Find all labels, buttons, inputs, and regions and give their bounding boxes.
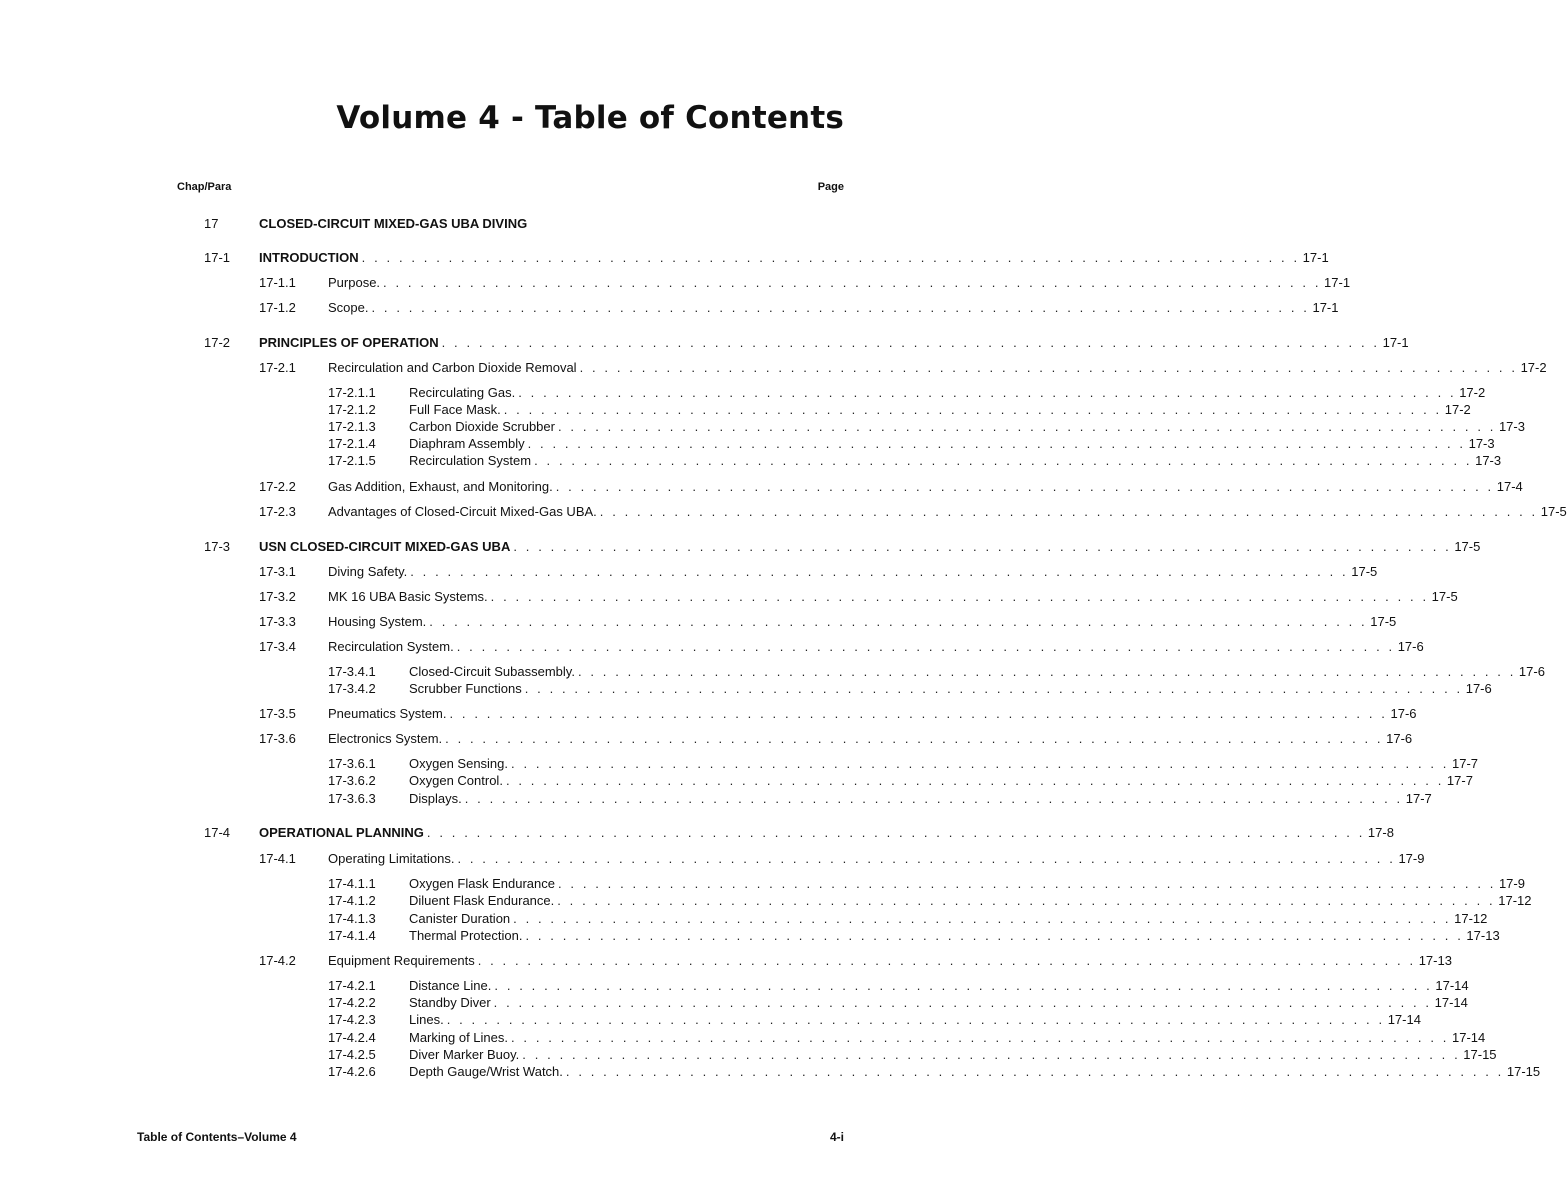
toc-entry-page: 17-1 — [1324, 275, 1351, 290]
toc-entry-subsubsection[interactable]: 17-4.2.6 Depth Gauge/Wrist Watch. . . . . . . . . . . . . . . . . . . . . . . . . . . . . . . . . . . . . . . . . . . . . . . . . . . . . . . . . . . . . . . . . . . . . . . . . . . . . 17-15 — [328, 1064, 1541, 1079]
toc-entry-number: 17-4.2.6 — [328, 1064, 376, 1079]
toc-entry-page: 17-12 — [1498, 893, 1532, 908]
toc-entry-page: 17-5 — [1454, 539, 1481, 554]
toc-entry-page: 17-2 — [1520, 360, 1547, 375]
toc-entry-page: 17-7 — [1405, 791, 1432, 806]
toc-entry-subsection[interactable]: 17-2.3 Advantages of Closed-Circuit Mixed-Gas UBA. . . . . . . . . . . . . . . . . . . . . . . . . . . . . . . . . . . . . . . . . . . . . . . . . . . . . . . . . . . . . . . . . . . . . . . . . . . . . 17-5 — [259, 504, 1567, 519]
toc-entry-number: 17-4.1.1 — [328, 876, 376, 891]
toc-entry-number: 17-2.1.5 — [328, 453, 376, 468]
toc-entry-number: 17-2.1.4 — [328, 436, 376, 451]
toc-entry-page: 17-1 — [1312, 300, 1339, 315]
toc-entry-title: Diving Safety. — [328, 564, 408, 579]
toc-entry-number: 17-4.2.2 — [328, 995, 376, 1010]
toc-entry-number: 17-4.2.3 — [328, 1012, 376, 1027]
toc-entry-page: 17-3 — [1498, 419, 1525, 434]
toc-entry-subsection[interactable]: 17-4.1 Operating Limitations. . . . . . . . . . . . . . . . . . . . . . . . . . . . . . . . . . . . . . . . . . . . . . . . . . . . . . . . . . . . . . . . . . . . . . . . . . . . . 17-9 — [259, 851, 1425, 866]
toc-entry-subsection[interactable]: 17-3.2 MK 16 UBA Basic Systems. . . . . . . . . . . . . . . . . . . . . . . . . . . . . . . . . . . . . . . . . . . . . . . . . . . . . . . . . . . . . . . . . . . . . . . . . . . . . 17-5 — [259, 589, 1458, 604]
toc-entry-page: 17-5 — [1351, 564, 1378, 579]
toc-entry-subsubsection[interactable]: 17-4.2.2 Standby Diver . . . . . . . . . . . . . . . . . . . . . . . . . . . . . . . . . . . . . . . . . . . . . . . . . . . . . . . . . . . . . . . . . . . . . . . . . . . . 17-14 — [328, 995, 1468, 1010]
toc-entry-number: 17-4.2 — [259, 953, 296, 968]
toc-entry-title: Recirculating Gas. — [409, 385, 516, 400]
toc-entry-title: Canister Duration — [409, 911, 511, 926]
toc-entry-title: Diver Marker Buoy. — [409, 1047, 520, 1062]
toc-entry-subsubsection[interactable]: 17-4.2.1 Distance Line. . . . . . . . . . . . . . . . . . . . . . . . . . . . . . . . . . . . . . . . . . . . . . . . . . . . . . . . . . . . . . . . . . . . . . . . . . . . . 17-14 — [328, 978, 1469, 993]
toc-entry-number: 17-2 — [204, 335, 231, 350]
toc-entry-number: 17-3.6.3 — [328, 791, 376, 806]
toc-entry-number: 17-3.4.1 — [328, 664, 376, 679]
toc-entry-chapter[interactable] — [0, 215, 926, 232]
toc-entry-title: PRINCIPLES OF OPERATION — [259, 335, 439, 350]
toc-entry-subsection[interactable]: 17-1.1 Purpose. . . . . . . . . . . . . . . . . . . . . . . . . . . . . . . . . . . . . . . . . . . . . . . . . . . . . . . . . . . . . . . . . . . . . . . . . . . . . 17-1 — [259, 275, 1351, 290]
toc-entry-title: Operating Limitations. — [328, 851, 455, 866]
toc-entry-number: 17-2.1.1 — [328, 385, 376, 400]
toc-entry-page: 17-6 — [1390, 706, 1417, 721]
toc-entry-page: 17-14 — [1434, 995, 1468, 1010]
toc-entry-page: 17-15 — [1506, 1064, 1541, 1079]
toc-entry-title: Advantages of Closed-Circuit Mixed-Gas UBA. — [328, 504, 597, 519]
toc-entry-number: 17-3.3 — [259, 614, 296, 629]
toc-entry-page: 17-6 — [1518, 664, 1545, 679]
toc-entry-page: 17-5 — [1370, 614, 1397, 629]
toc-entry-subsection[interactable]: 17-1.2 Scope. . . . . . . . . . . . . . . . . . . . . . . . . . . . . . . . . . . . . . . . . . . . . . . . . . . . . . . . . . . . . . . . . . . . . . . . . . . . . 17-1 — [259, 300, 1339, 315]
toc-entry-number: 17-3.6.1 — [328, 756, 376, 771]
toc-entry-subsubsection[interactable]: 17-2.1.2 Full Face Mask. . . . . . . . . . . . . . . . . . . . . . . . . . . . . . . . . . . . . . . . . . . . . . . . . . . . . . . . . . . . . . . . . . . . . . . . . . . . . 17-2 — [328, 402, 1471, 417]
toc-entry-title: Thermal Protection. — [409, 928, 523, 943]
toc-entry-title: Lines. — [409, 1012, 444, 1027]
toc-entry-page: 17-13 — [1418, 953, 1452, 968]
toc-entry-subsubsection[interactable]: 17-4.2.4 Marking of Lines. . . . . . . . . . . . . . . . . . . . . . . . . . . . . . . . . . . . . . . . . . . . . . . . . . . . . . . . . . . . . . . . . . . . . . . . . . . . . 17-14 — [328, 1030, 1486, 1045]
toc-entry-title: CLOSED-CIRCUIT MIXED-GAS UBA DIVING — [259, 216, 528, 231]
toc-entry-subsubsection[interactable]: 17-3.4.2 Scrubber Functions . . . . . . . . . . . . . . . . . . . . . . . . . . . . . . . . . . . . . . . . . . . . . . . . . . . . . . . . . . . . . . . . . . . . . . . . . . . . 17-6 — [328, 681, 1492, 696]
toc-entry-number: 17-3.2 — [259, 589, 296, 604]
toc-entry-number: 17-2.1.2 — [328, 402, 376, 417]
toc-entry-title: Carbon Dioxide Scrubber — [409, 419, 555, 434]
toc-entry-title: Full Face Mask. — [409, 402, 501, 417]
toc-entry-title: Equipment Requirements — [328, 953, 475, 968]
toc-entry-page: 17-7 — [1446, 773, 1473, 788]
toc-entry-number: 17-3.4.2 — [328, 681, 376, 696]
toc-entry-title: Scrubber Functions — [409, 681, 522, 696]
toc-entry-number: 17-3.4 — [259, 639, 296, 654]
footer-page-number: 4-i — [829, 1130, 844, 1144]
toc-entry-title: Electronics System. — [328, 731, 443, 746]
toc-entry-subsubsection[interactable]: 17-2.1.3 Carbon Dioxide Scrubber . . . . . . . . . . . . . . . . . . . . . . . . . . . . . . . . . . . . . . . . . . . . . . . . . . . . . . . . . . . . . . . . . . . . . . . . . . . . 17-3 — [328, 419, 1525, 434]
toc-entry-title: Oxygen Flask Endurance — [409, 876, 555, 891]
toc-entry-page: 17-14 — [1387, 1012, 1421, 1027]
toc-entry-subsection[interactable]: 17-3.3 Housing System. . . . . . . . . . . . . . . . . . . . . . . . . . . . . . . . . . . . . . . . . . . . . . . . . . . . . . . . . . . . . . . . . . . . . . . . . . . . . 17-5 — [259, 614, 1397, 629]
toc-entry-number: 17-4.1 — [259, 851, 296, 866]
toc-entry-page: 17-9 — [1498, 876, 1525, 891]
toc-entry-number: 17-2.1 — [259, 360, 296, 375]
toc-entry-title: Gas Addition, Exhaust, and Monitoring. — [328, 479, 553, 494]
toc-entry-section[interactable]: 17-2 PRINCIPLES OF OPERATION . . . . . . . . . . . . . . . . . . . . . . . . . . . . . . . . . . . . . . . . . . . . . . . . . . . . . . . . . . . . . . . . . . . . . . . . . . . . 17-1 — [204, 335, 1409, 350]
toc-entry-number: 17-4 — [204, 825, 231, 840]
toc-entry-number: 17-3.6 — [259, 731, 296, 746]
toc-entry-title: Oxygen Sensing. — [409, 756, 509, 771]
toc-entry-page: 17-3 — [1475, 453, 1502, 468]
toc-entry-number: 17-1.1 — [259, 275, 296, 290]
toc-entry-page: 17-13 — [1466, 928, 1500, 943]
toc-entry-subsection[interactable]: 17-3.1 Diving Safety. . . . . . . . . . . . . . . . . . . . . . . . . . . . . . . . . . . . . . . . . . . . . . . . . . . . . . . . . . . . . . . . . . . . . . . . . . . . . 17-5 — [259, 564, 1378, 579]
toc-entry-number: 17-4.2.1 — [328, 978, 376, 993]
toc-entry-subsubsection[interactable]: 17-3.6.1 Oxygen Sensing. . . . . . . . . . . . . . . . . . . . . . . . . . . . . . . . . . . . . . . . . . . . . . . . . . . . . . . . . . . . . . . . . . . . . . . . . . . . . 17-7 — [328, 756, 1479, 771]
toc-entry-subsubsection[interactable]: 17-2.1.4 Diaphram Assembly . . . . . . . . . . . . . . . . . . . . . . . . . . . . . . . . . . . . . . . . . . . . . . . . . . . . . . . . . . . . . . . . . . . . . . . . . . . . 17-3 — [328, 436, 1495, 451]
toc-entry-title: OPERATIONAL PLANNING — [259, 825, 424, 840]
toc-entry-page: 17-4 — [1496, 479, 1523, 494]
toc-entry-subsubsection[interactable]: 17-3.6.3 Displays. . . . . . . . . . . . . . . . . . . . . . . . . . . . . . . . . . . . . . . . . . . . . . . . . . . . . . . . . . . . . . . . . . . . . . . . . . . . . 17-7 — [328, 791, 1432, 806]
toc-entry-page: 17-15 — [1463, 1047, 1497, 1062]
toc-entry-title: USN CLOSED-CIRCUIT MIXED-GAS UBA — [259, 539, 511, 554]
toc-entry-title: Closed-Circuit Subassembly. — [409, 664, 575, 679]
toc-entry-number: 17-4.1.3 — [328, 911, 376, 926]
toc-entry-number: 17-3.1 — [259, 564, 296, 579]
toc-entry-page: 17-7 — [1452, 756, 1479, 771]
toc-entry-page: 17-12 — [1454, 911, 1488, 926]
toc-entry-page: 17-5 — [1540, 504, 1567, 519]
toc-entry-title: Standby Diver — [409, 995, 491, 1010]
toc-entry-title: Pneumatics System. — [328, 706, 447, 721]
toc-entry-page: 17-14 — [1435, 978, 1469, 993]
toc-entry-page: 17-6 — [1397, 639, 1424, 654]
toc-entry-number: 17-4.2.4 — [328, 1030, 376, 1045]
toc-entry-subsubsection[interactable]: 17-3.6.2 Oxygen Control. . . . . . . . . . . . . . . . . . . . . . . . . . . . . . . . . . . . . . . . . . . . . . . . . . . . . . . . . . . . . . . . . . . . . . . . . . . . . 17-7 — [328, 773, 1473, 788]
toc-entry-subsection[interactable]: 17-2.1 Recirculation and Carbon Dioxide Removal . . . . . . . . . . . . . . . . . . . . . . . . . . . . . . . . . . . . . . . . . . . . . . . . . . . . . . . . . . . . . . . . . . . . . . . . . . . . 17-2 — [259, 360, 1547, 375]
toc-entry-page: 17-1 — [1302, 250, 1329, 265]
toc-entry-number: 17-3.6.2 — [328, 773, 376, 788]
column-header-page: Page — [817, 181, 844, 193]
toc-entry-subsubsection[interactable]: 17-4.2.5 Diver Marker Buoy. . . . . . . . . . . . . . . . . . . . . . . . . . . . . . . . . . . . . . . . . . . . . . . . . . . . . . . . . . . . . . . . . . . . . . . . . . . . . 17-15 — [328, 1047, 1497, 1062]
toc-entry-title: Housing System. — [328, 614, 427, 629]
toc-entry-page: 17-14 — [1451, 1030, 1486, 1045]
toc-entry-section[interactable]: 17-4 OPERATIONAL PLANNING . . . . . . . . . . . . . . . . . . . . . . . . . . . . . . . . . . . . . . . . . . . . . . . . . . . . . . . . . . . . . . . . . . . . . . . . . . . . 17-8 — [204, 825, 1394, 840]
toc-entry-title: Oxygen Control. — [409, 773, 503, 788]
toc-entry-subsubsection[interactable]: 17-4.1.1 Oxygen Flask Endurance . . . . . . . . . . . . . . . . . . . . . . . . . . . . . . . . . . . . . . . . . . . . . . . . . . . . . . . . . . . . . . . . . . . . . . . . . . . . 17-9 — [328, 876, 1525, 891]
toc-entry-subsubsection[interactable]: 17-2.1.5 Recirculation System . . . . . . . . . . . . . . . . . . . . . . . . . . . . . . . . . . . . . . . . . . . . . . . . . . . . . . . . . . . . . . . . . . . . . . . . . . . . 17-3 — [328, 453, 1502, 468]
toc-entry-subsection[interactable]: 17-3.4 Recirculation System. . . . . . . . . . . . . . . . . . . . . . . . . . . . . . . . . . . . . . . . . . . . . . . . . . . . . . . . . . . . . . . . . . . . . . . . . . . . . 17-6 — [259, 639, 1424, 654]
toc-entry-page: 17-8 — [1367, 825, 1394, 840]
toc-entry-title: Recirculation and Carbon Dioxide Removal — [328, 360, 577, 375]
footer-document-title: Table of Contents–Volume 4 — [137, 1130, 297, 1144]
toc-entry-subsection[interactable]: 17-3.5 Pneumatics System. . . . . . . . . . . . . . . . . . . . . . . . . . . . . . . . . . . . . . . . . . . . . . . . . . . . . . . . . . . . . . . . . . . . . . . . . . . . . 17-6 — [259, 706, 1417, 721]
toc-entry-number: 17-4.1.2 — [328, 893, 376, 908]
toc-entry-title: Diluent Flask Endurance. — [409, 893, 555, 908]
toc-entry-page: 17-6 — [1386, 731, 1413, 746]
toc-entry-page: 17-9 — [1398, 851, 1425, 866]
toc-entry-page: 17-2 — [1444, 402, 1471, 417]
page-title: Volume 4 - Table of Contents — [336, 100, 844, 136]
toc-entry-section[interactable]: 17-3 USN CLOSED-CIRCUIT MIXED-GAS UBA . . . . . . . . . . . . . . . . . . . . . . . . . . . . . . . . . . . . . . . . . . . . . . . . . . . . . . . . . . . . . . . . . . . . . . . . . . . . 17-5 — [204, 539, 1481, 554]
toc-entry-title: Depth Gauge/Wrist Watch. — [409, 1064, 563, 1079]
toc-entry-number: 17-3 — [204, 539, 231, 554]
toc-entry-number: 17-2.1.3 — [328, 419, 376, 434]
toc-entry-title: Diaphram Assembly — [409, 436, 525, 451]
toc-entry-title: Recirculation System — [409, 453, 532, 468]
toc-entry-title: Marking of Lines. — [409, 1030, 508, 1045]
toc-entry-number: 17-2.3 — [259, 504, 296, 519]
column-header-chap-para: Chap/Para — [177, 181, 232, 193]
toc-entry-number: 17-1.2 — [259, 300, 296, 315]
toc-entry-title: Recirculation System. — [328, 639, 454, 654]
toc-entry-subsubsection[interactable]: 17-4.1.2 Diluent Flask Endurance. . . . . . . . . . . . . . . . . . . . . . . . . . . . . . . . . . . . . . . . . . . . . . . . . . . . . . . . . . . . . . . . . . . . . . . . . . . . . 17-12 — [328, 893, 1532, 908]
toc-entry-title: Scope. — [328, 300, 369, 315]
toc-entry-number: 17-4.2.5 — [328, 1047, 376, 1062]
toc-entry-title: MK 16 UBA Basic Systems. — [328, 589, 488, 604]
toc-entry-page: 17-2 — [1459, 385, 1486, 400]
toc-entry-page: 17-6 — [1465, 681, 1492, 696]
toc-entry-section[interactable]: 17-1 INTRODUCTION . . . . . . . . . . . . . . . . . . . . . . . . . . . . . . . . . . . . . . . . . . . . . . . . . . . . . . . . . . . . . . . . . . . . . . . . . . . . 17-1 — [204, 250, 1329, 265]
toc-entry-subsection[interactable]: 17-3.6 Electronics System. . . . . . . . . . . . . . . . . . . . . . . . . . . . . . . . . . . . . . . . . . . . . . . . . . . . . . . . . . . . . . . . . . . . . . . . . . . . . 17-6 — [259, 731, 1413, 746]
toc-entry-page: 17-3 — [1468, 436, 1495, 451]
toc-entry-subsection[interactable]: 17-2.2 Gas Addition, Exhaust, and Monitoring. . . . . . . . . . . . . . . . . . . . . . . . . . . . . . . . . . . . . . . . . . . . . . . . . . . . . . . . . . . . . . . . . . . . . . . . . . . . . 17-4 — [259, 479, 1523, 494]
toc-entry-subsubsection[interactable]: 17-4.1.3 Canister Duration . . . . . . . . . . . . . . . . . . . . . . . . . . . . . . . . . . . . . . . . . . . . . . . . . . . . . . . . . . . . . . . . . . . . . . . . . . . . 17-12 — [328, 911, 1488, 926]
toc-entry-title: Displays. — [409, 791, 462, 806]
toc-entry-number: 17-2.2 — [259, 479, 296, 494]
toc-entry-title: Purpose. — [328, 275, 381, 290]
toc-entry-subsubsection[interactable]: 17-2.1.1 Recirculating Gas. . . . . . . . . . . . . . . . . . . . . . . . . . . . . . . . . . . . . . . . . . . . . . . . . . . . . . . . . . . . . . . . . . . . . . . . . . . . . 17-2 — [328, 385, 1486, 400]
toc-entry-subsubsection[interactable]: 17-4.1.4 Thermal Protection. . . . . . . . . . . . . . . . . . . . . . . . . . . . . . . . . . . . . . . . . . . . . . . . . . . . . . . . . . . . . . . . . . . . . . . . . . . . . 17-13 — [328, 928, 1500, 943]
toc-entry-number: 17-4.1.4 — [328, 928, 376, 943]
toc-entry-subsubsection[interactable]: 17-3.4.1 Closed-Circuit Subassembly. . . . . . . . . . . . . . . . . . . . . . . . . . . . . . . . . . . . . . . . . . . . . . . . . . . . . . . . . . . . . . . . . . . . . . . . . . . . . 17-6 — [328, 664, 1545, 679]
toc-entry-number: 17 — [204, 216, 219, 231]
toc-entry-page: 17-1 — [1382, 335, 1409, 350]
toc-entry-page: 17-5 — [1431, 589, 1458, 604]
toc-entry-subsubsection[interactable]: 17-4.2.3 Lines. . . . . . . . . . . . . . . . . . . . . . . . . . . . . . . . . . . . . . . . . . . . . . . . . . . . . . . . . . . . . . . . . . . . . . . . . . . . . 17-14 — [328, 1012, 1421, 1027]
toc-entry-number: 17-1 — [204, 250, 231, 265]
toc-entry-number: 17-3.5 — [259, 706, 296, 721]
toc-entry-title: Distance Line. — [409, 978, 492, 993]
toc-entry-title: INTRODUCTION — [259, 250, 359, 265]
toc-entry-subsection[interactable]: 17-4.2 Equipment Requirements . . . . . . . . . . . . . . . . . . . . . . . . . . . . . . . . . . . . . . . . . . . . . . . . . . . . . . . . . . . . . . . . . . . . . . . . . . . . 17-13 — [259, 953, 1452, 968]
